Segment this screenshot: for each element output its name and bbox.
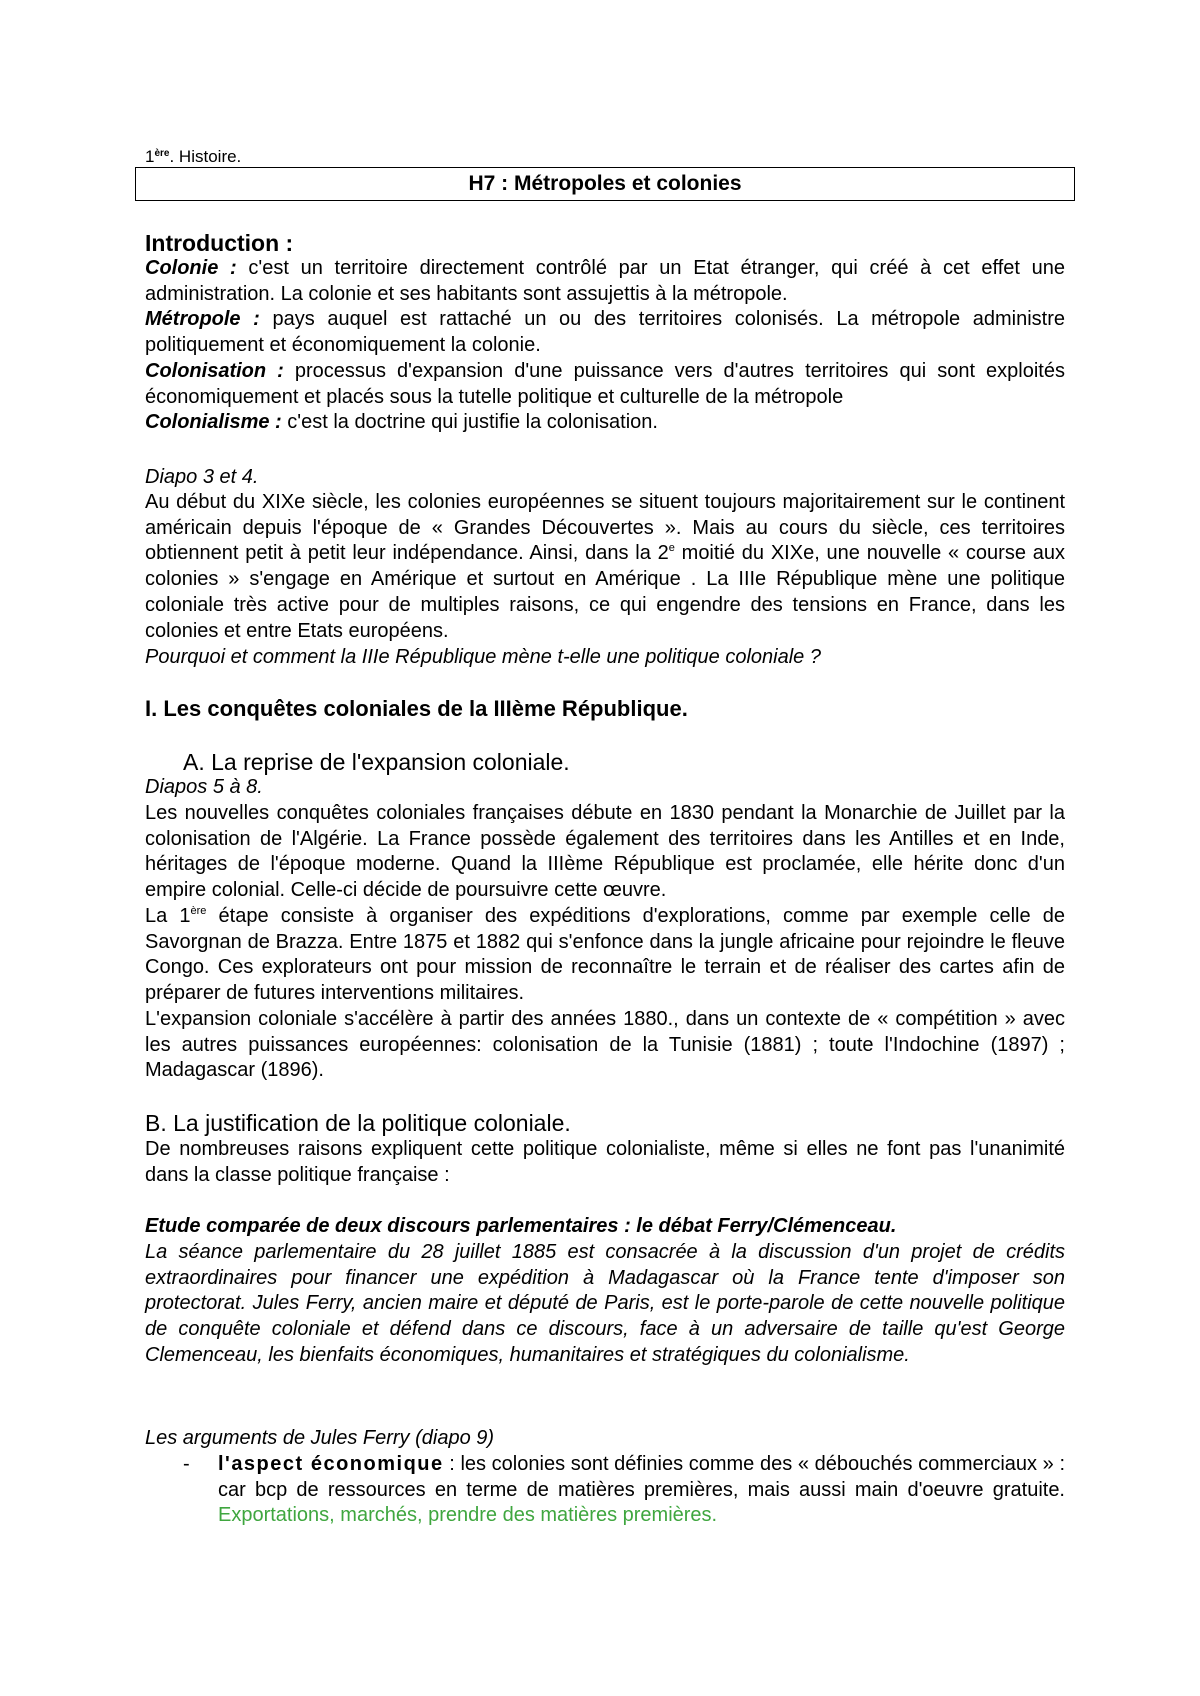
ferry-arguments-title: Les arguments de Jules Ferry (diapo 9) [145, 1427, 495, 1449]
definition-term: Colonisation : [145, 359, 284, 382]
subject-label: . Histoire. [169, 147, 242, 166]
definition-colonisation [145, 359, 1065, 410]
subsection-a-heading: A. La reprise de l'expansion coloniale. [183, 749, 570, 775]
definition-colonie [145, 256, 1065, 307]
intro-paragraph [145, 490, 1065, 644]
bullet-dash: - [183, 1453, 190, 1475]
intro-paragraph-sup: e [668, 542, 675, 555]
intro-paragraph-text-cont: moitié du XIXe, une nouvelle « course aux colonies » s'engage en Amérique et surtout en Amérique . La IIIe République mène une politique coloniale très active pour de multiples raisons, ce qui engendre des tensions en France, dans les colonies et entre Etats européens. [145, 542, 1065, 642]
subsection-a-paragraph-1: Les nouvelles conquêtes coloniales françaises débute en 1830 pendant la Monarchie de Juillet par la colonisation de l'Algérie. La France possède également des territoires dans les Antilles et en Inde, héritages de l'époque moderne. Quand la IIIème République est proclamée, elle hérite donc d'un empire colonial. Celle-ci décide de poursuivre cette œuvre. [145, 802, 1065, 902]
paragraph-text: La 1 [145, 905, 191, 927]
bullet-green-note: Exportations, marchés, prendre des matières premières. [218, 1504, 718, 1527]
definition-term: Colonie : [145, 257, 237, 279]
definitions-block [145, 256, 1065, 436]
paragraph-sup: ère [190, 905, 207, 917]
definition-text: processus d'expansion d'une puissance vers d'autres territoires qui sont exploités économiquement et placés sous la tutelle politique et culturelle de la métropole [145, 359, 1065, 408]
definition-term: Colonialisme : [145, 411, 282, 434]
study-text: La séance parlementaire du 28 juillet 1885 est consacrée à la discussion d'un projet de crédits extraordinaires pour financer une expédition à Madagascar où la France tente d'imposer son protectorat. Jules Ferry, ancien maire et député de Paris, est le porte-parole de cette nouvelle politique de conquête coloniale et défend dans ce discours, face à un adversaire de taille qu'est George Clemenceau, les bienfaits économiques, humanitaires et stratégiques du colonialisme. [145, 1241, 1065, 1366]
course-header [145, 144, 241, 167]
problematic: Pourquoi et comment la IIIe République mène t-elle une politique coloniale ? [145, 646, 821, 668]
intro-paragraph-text: Au début du XIXe siècle, les colonies européennes se situent toujours majoritairement sur le continent américain depuis l'époque de « Grandes Découvertes ». Mais au cours du siècle, ces territoires obtiennent petit à petit leur indépendance. Ainsi, dans la 2 [145, 491, 1065, 565]
definition-text: c'est la doctrine qui justifie la colonisation. [281, 411, 658, 434]
subsection-b-heading: B. La justification de la politique coloniale. [145, 1110, 571, 1136]
paragraph-text-cont: étape consiste à organiser des expéditions d'explorations, comme par exemple celle de Savorgnan de Brazza. Entre 1875 et 1882 qui s'enfonce dans la jungle africaine pour rejoindre le fleuve Congo. Ces explorateurs ont pour mission de reconnaître le terrain et de réaliser des cartes afin de préparer de futures interventions militaires. [145, 905, 1065, 1005]
subsection-a-paragraph-2 [145, 904, 1065, 1007]
definition-colonialisme [145, 410, 1065, 436]
section-1-heading: I. Les conquêtes coloniales de la IIIème République. [145, 696, 688, 721]
definition-text: pays auquel est rattaché un ou des territoires colonisés. La métropole administre politiquement et économiquement la colonie. [145, 308, 1065, 357]
subsection-b-paragraph-1: De nombreuses raisons expliquent cette politique colonialiste, même si elles ne font pas l'unanimité dans la classe politique française : [145, 1138, 1065, 1186]
chapter-title: H7 : Métropoles et colonies [135, 167, 1075, 201]
subsection-a-diapo-ref: Diapos 5 à 8. [145, 776, 263, 798]
level-superscript: ère [154, 148, 170, 159]
intro-diapo-ref: Diapo 3 et 4. [145, 466, 259, 488]
definition-metropole [145, 307, 1065, 358]
bullet-text: : les colonies sont définies comme des « débouchés commerciaux » : car bcp de ressources en terme de matières premières, mais aussi main d'oeuvre gratuite. [218, 1453, 1066, 1501]
introduction-heading: Introduction : [145, 230, 294, 256]
definition-term: Métropole : [145, 308, 260, 331]
subsection-a-paragraph-3: L'expansion coloniale s'accélère à partir des années 1880., dans un contexte de « compétition » avec les autres puissances européennes: colonisation de la Tunisie (1881) ; toute l'Indochine (1897) ; Madagascar (1896). [145, 1008, 1065, 1082]
study-title: Etude comparée de deux discours parlementaires : le débat Ferry/Clémenceau. [145, 1215, 897, 1237]
bullet-economic-aspect [218, 1452, 1065, 1529]
level-number: 1 [145, 147, 155, 166]
definition-text: c'est un territoire directement contrôlé par un Etat étranger, qui créé à cet effet une administration. La colonie et ses habitants sont assujettis à la métropole. [145, 257, 1065, 305]
bullet-term: l'aspect économique [218, 1453, 444, 1475]
